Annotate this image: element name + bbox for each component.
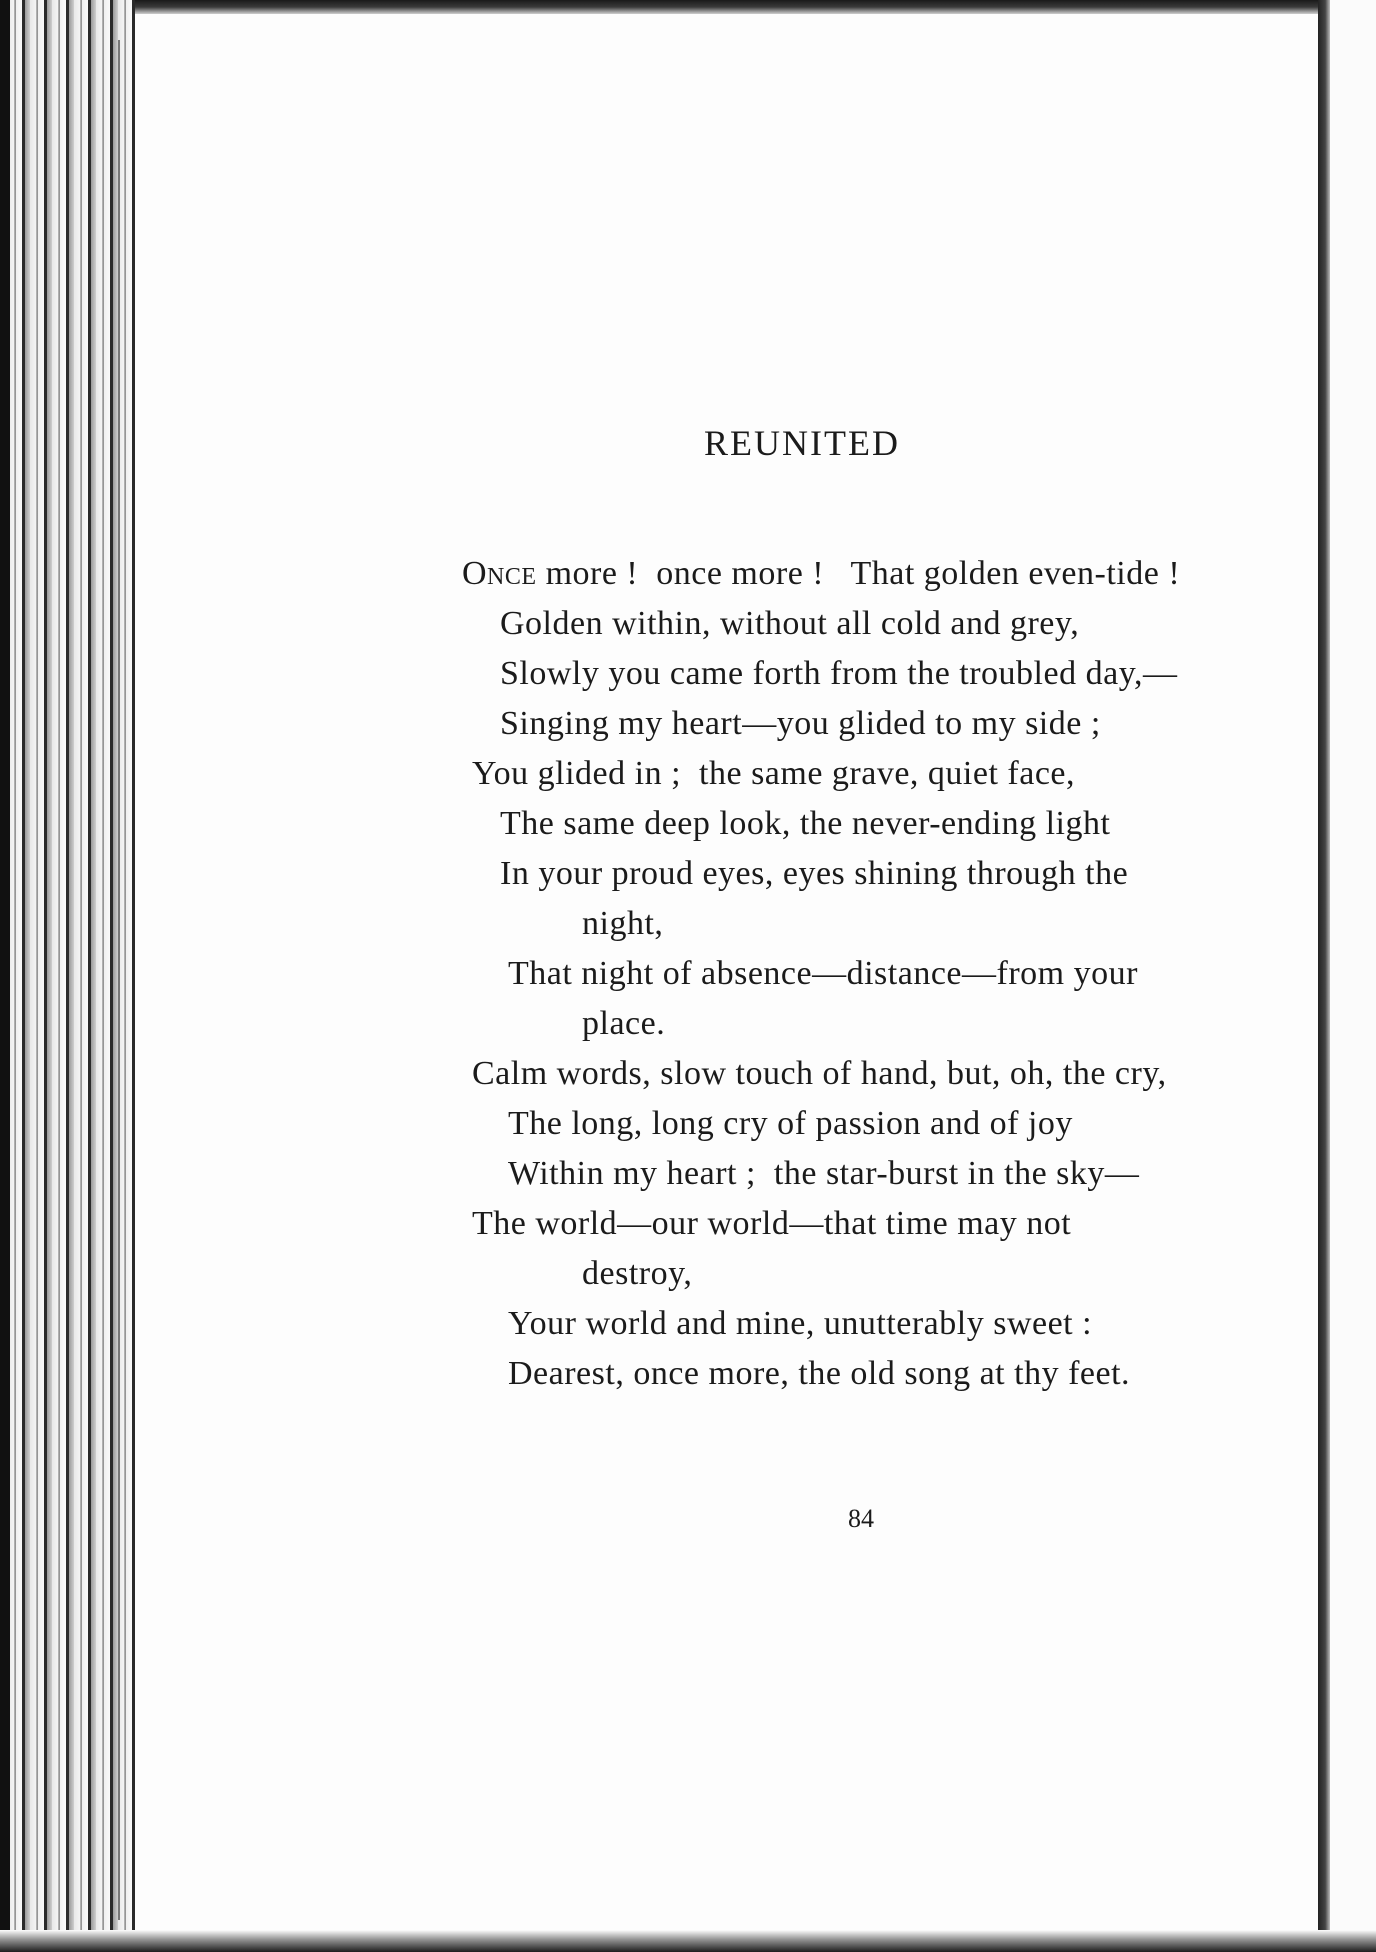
poem-line-7: In your proud eyes, eyes shining through the <box>500 855 1129 892</box>
poem-line-7-continued: night, <box>582 905 664 942</box>
poem-line-3: Slowly you came forth from the troubled day,— <box>500 655 1178 692</box>
poem-line-6: The same deep look, the never-ending light <box>500 805 1111 842</box>
poem-line-9: Calm words, slow touch of hand, but, oh, the cry, <box>472 1055 1167 1092</box>
poem-line-8: That night of absence—distance—from your <box>508 955 1138 992</box>
poem-line-12: The world—our world—that time may not <box>472 1205 1072 1242</box>
poem-line-2: Golden within, without all cold and grey, <box>500 605 1080 642</box>
poem-line-4: Singing my heart—you glided to my side ; <box>500 705 1101 742</box>
line-rest: more ! once more ! That golden even-tide ! <box>536 555 1181 592</box>
page-number: 84 <box>848 1504 874 1533</box>
poem-line-12-continued: destroy, <box>582 1255 693 1292</box>
gutter-line <box>118 40 120 1920</box>
poem-line-8-continued: place. <box>582 1005 666 1042</box>
line-initial-word: Once <box>462 555 537 592</box>
poem-line-1 <box>462 549 1262 599</box>
poem-line-11: Within my heart ; the star-burst in the sky— <box>508 1155 1140 1192</box>
poem-body <box>462 549 1262 1399</box>
binding-edge-right <box>1318 0 1376 1952</box>
poem-line-5: You glided in ; the same grave, quiet face, <box>472 755 1076 792</box>
scan-top-edge <box>0 0 1376 14</box>
book-page <box>140 14 1316 1930</box>
poem-line-10: The long, long cry of passion and of joy <box>508 1105 1073 1142</box>
scan-bottom-edge <box>0 1930 1376 1952</box>
poem-line-13: Your world and mine, unutterably sweet : <box>508 1305 1093 1342</box>
poem-title: REUNITED <box>704 423 900 463</box>
poem-line-14: Dearest, once more, the old song at thy feet. <box>508 1355 1131 1392</box>
page-edges-left <box>0 0 135 1952</box>
